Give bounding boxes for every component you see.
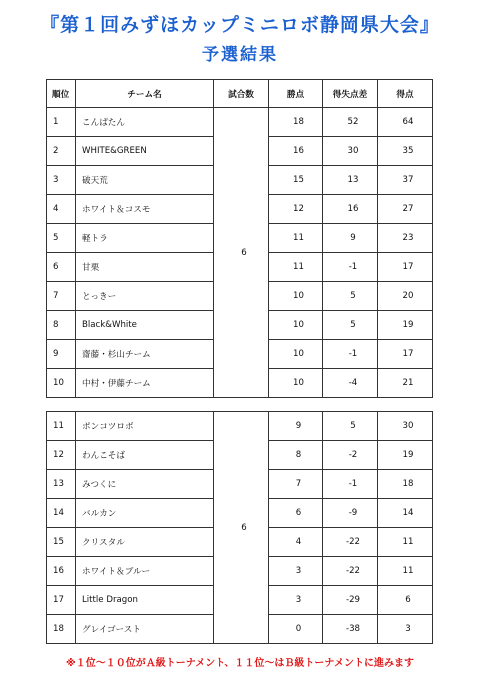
points-cell: 15 <box>269 166 323 195</box>
rank-cell: 12 <box>47 441 76 470</box>
points-cell: 4 <box>269 528 323 557</box>
footnote: ※１位～１０位がＡ級トーナメント、１１位～はＢ級トーナメントに進みます <box>65 658 415 669</box>
score-cell: 30 <box>378 412 433 441</box>
rank-cell: 5 <box>47 224 76 253</box>
goal-diff-cell: 30 <box>323 137 378 166</box>
rank-cell: 3 <box>47 166 76 195</box>
rank-cell: 11 <box>47 412 76 441</box>
team-name-cell: バルカン <box>76 499 214 528</box>
rank-cell: 15 <box>47 528 76 557</box>
score-cell: 3 <box>378 615 433 644</box>
goal-diff-cell: 5 <box>323 412 378 441</box>
rank-cell: 4 <box>47 195 76 224</box>
team-name-cell: みつくに <box>76 470 214 499</box>
rank-cell: 2 <box>47 137 76 166</box>
team-name-cell: クリスタル <box>76 528 214 557</box>
points-cell: 11 <box>269 224 323 253</box>
team-name-cell: ホワイト＆ブルー <box>76 557 214 586</box>
goal-diff-cell: -9 <box>323 499 378 528</box>
score-cell: 27 <box>378 195 433 224</box>
points-cell: 18 <box>269 108 323 137</box>
rank-cell: 8 <box>47 311 76 340</box>
points-cell: 6 <box>269 499 323 528</box>
rank-cell: 9 <box>47 340 76 369</box>
points-cell: 10 <box>269 369 323 398</box>
rank-cell: 10 <box>47 369 76 398</box>
points-cell: 10 <box>269 282 323 311</box>
rank-cell: 7 <box>47 282 76 311</box>
group2-body <box>47 412 433 644</box>
goal-diff-cell: 13 <box>323 166 378 195</box>
team-name-cell: Black&White <box>76 311 214 340</box>
points-cell: 10 <box>269 311 323 340</box>
goal-diff-cell: 5 <box>323 311 378 340</box>
goal-diff-cell: 52 <box>323 108 378 137</box>
team-name-cell: とっきー <box>76 282 214 311</box>
team-name-cell: 齋藤・杉山チーム <box>76 340 214 369</box>
goal-diff-cell: 5 <box>323 282 378 311</box>
team-name-cell: Little Dragon <box>76 586 214 615</box>
score-cell: 35 <box>378 137 433 166</box>
points-cell: 16 <box>269 137 323 166</box>
games-played-cell: 6 <box>214 108 269 398</box>
goal-diff-cell: 16 <box>323 195 378 224</box>
score-cell: 11 <box>378 557 433 586</box>
page-title: 『第１回みずほカップミニロボ静岡県大会』 <box>40 14 440 36</box>
rank-cell: 16 <box>47 557 76 586</box>
team-name-cell: わんこそば <box>76 441 214 470</box>
score-cell: 64 <box>378 108 433 137</box>
team-name-cell: 軽トラ <box>76 224 214 253</box>
score-cell: 37 <box>378 166 433 195</box>
score-cell: 18 <box>378 470 433 499</box>
rank-cell: 14 <box>47 499 76 528</box>
goal-diff-cell: -2 <box>323 441 378 470</box>
goal-diff-cell: -38 <box>323 615 378 644</box>
score-cell: 17 <box>378 253 433 282</box>
team-name-cell: ホワイト＆コスモ <box>76 195 214 224</box>
score-cell: 23 <box>378 224 433 253</box>
points-cell: 3 <box>269 586 323 615</box>
score-cell: 11 <box>378 528 433 557</box>
group1-body <box>47 108 433 398</box>
table-row <box>47 412 433 441</box>
team-name-cell: 中村・伊藤チーム <box>76 369 214 398</box>
points-cell: 12 <box>269 195 323 224</box>
rank-cell: 18 <box>47 615 76 644</box>
games-played-cell: 6 <box>214 412 269 644</box>
header-rank: 順位 <box>47 80 76 108</box>
rank-cell: 1 <box>47 108 76 137</box>
goal-diff-cell: -1 <box>323 253 378 282</box>
score-cell: 19 <box>378 441 433 470</box>
goal-diff-cell: 9 <box>323 224 378 253</box>
goal-diff-cell: -22 <box>323 528 378 557</box>
results-table-top <box>46 79 433 398</box>
rank-cell: 17 <box>47 586 76 615</box>
points-cell: 3 <box>269 557 323 586</box>
points-cell: 7 <box>269 470 323 499</box>
score-cell: 20 <box>378 282 433 311</box>
team-name-cell: 甘栗 <box>76 253 214 282</box>
score-cell: 17 <box>378 340 433 369</box>
goal-diff-cell: -22 <box>323 557 378 586</box>
results-table-bottom <box>46 411 433 644</box>
points-cell: 9 <box>269 412 323 441</box>
header-games: 試合数 <box>214 80 269 108</box>
team-name-cell: ポンコツロボ <box>76 412 214 441</box>
page-subtitle: 予選結果 <box>202 45 278 65</box>
team-name-cell: こんぱたん <box>76 108 214 137</box>
goal-diff-cell: -4 <box>323 369 378 398</box>
points-cell: 11 <box>269 253 323 282</box>
rank-cell: 13 <box>47 470 76 499</box>
header-team: チーム名 <box>76 80 214 108</box>
points-cell: 8 <box>269 441 323 470</box>
points-cell: 10 <box>269 340 323 369</box>
team-name-cell: グレイゴースト <box>76 615 214 644</box>
header-score: 得点 <box>378 80 433 108</box>
team-name-cell: 破天荒 <box>76 166 214 195</box>
team-name-cell: WHITE&GREEN <box>76 137 214 166</box>
table-row <box>47 108 433 137</box>
goal-diff-cell: -1 <box>323 470 378 499</box>
header-points: 勝点 <box>269 80 323 108</box>
goal-diff-cell: -1 <box>323 340 378 369</box>
score-cell: 21 <box>378 369 433 398</box>
score-cell: 6 <box>378 586 433 615</box>
goal-diff-cell: -29 <box>323 586 378 615</box>
rank-cell: 6 <box>47 253 76 282</box>
points-cell: 0 <box>269 615 323 644</box>
header-diff: 得失点差 <box>323 80 378 108</box>
score-cell: 19 <box>378 311 433 340</box>
table-header-row <box>47 80 433 108</box>
score-cell: 14 <box>378 499 433 528</box>
